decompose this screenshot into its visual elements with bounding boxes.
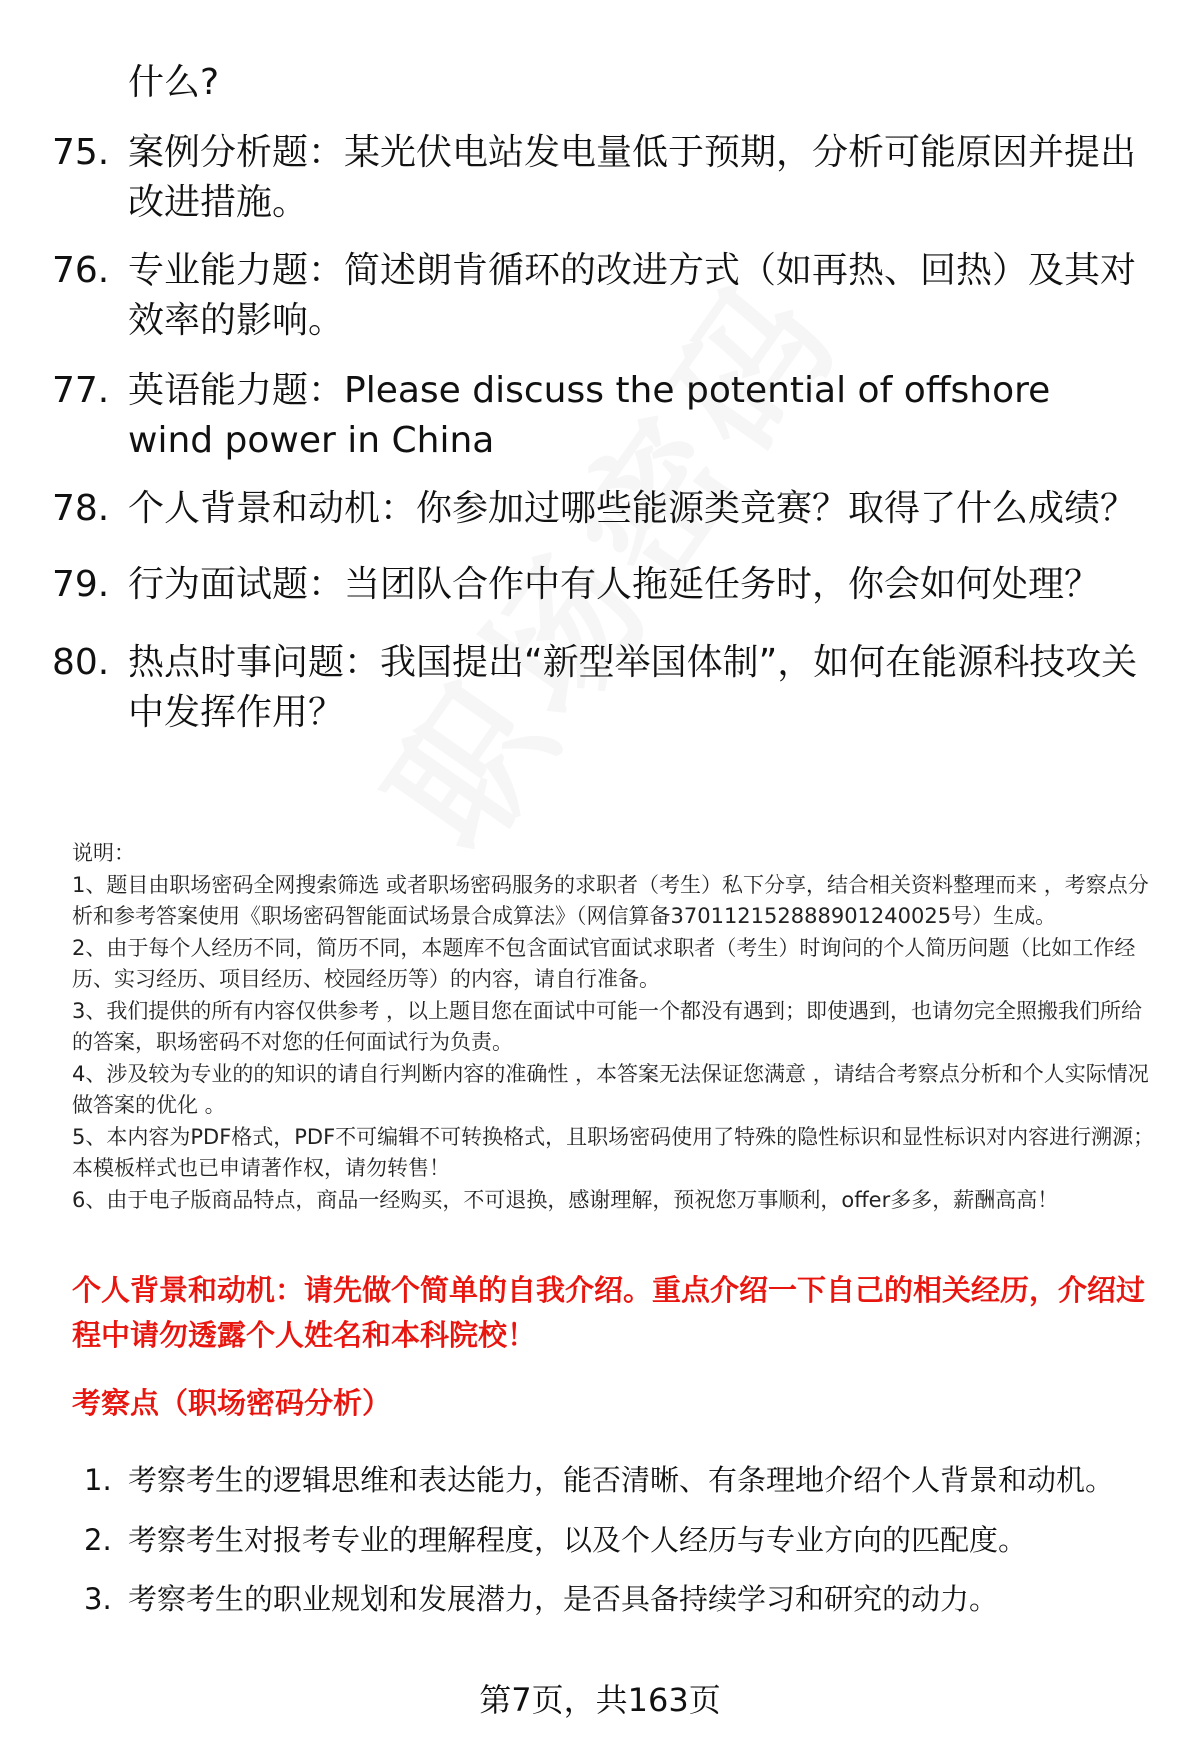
point-number: 1. [84,1463,112,1497]
point-text: 考察考生的逻辑思维和表达能力，能否清晰、有条理地介绍个人背景和动机。 [128,1463,1115,1497]
note-item: 1、题目由职场密码全网搜索筛选 或者职场密码服务的求职者（考生）私下分享，结合相关资料整理而来 ，考察点分析和参考答案使用《职场密码智能面试场景合成算法》（网信算备370112152888901240025号）生成。 [72,872,1149,928]
question-text: 行为面试题：当团队合作中有人拖延任务时，你会如何处理？ [128,564,1101,605]
question-number: 79. [52,564,110,605]
question-item [52,246,1142,346]
note-item: 5、本内容为PDF格式，PDF不可编辑不可转换格式，且职场密码使用了特殊的隐性标识和显性标识对内容进行溯源；本模板样式也已申请著作权，请勿转售！ [72,1124,1155,1180]
analysis-point [84,1460,1144,1500]
question-number: 77. [52,370,110,411]
question-number: 76. [52,250,110,291]
question-item [52,366,1142,466]
note-item: 6、由于电子版商品特点，商品一经购买，不可退换，感谢理解，预祝您万事顺利，offer多多，薪酬高高！ [72,1187,1059,1212]
question-text: 专业能力题：简述朗肯循环的改进方式（如再热、回热）及其对效率的影响。 [128,250,1137,341]
note-item: 4、涉及较为专业的的知识的请自行判断内容的准确性 ，本答案无法保证您满意 ，请结合考察点分析和个人实际情况做答案的优化 。 [72,1061,1149,1117]
point-text: 考察考生的职业规划和发展潜力，是否具备持续学习和研究的动力。 [128,1582,999,1616]
page-footer: 第7页，共163页 [479,1681,721,1719]
note-item: 3、我们提供的所有内容仅供参考 ，以上题目您在面试中可能一个都没有遇到；即使遇到，也请勿完全照搬我们所给的答案，职场密码不对您的任何面试行为负责。 [72,998,1143,1054]
point-number: 3. [84,1582,112,1616]
featured-question: 个人背景和动机：请先做个简单的自我介绍。重点介绍一下自己的相关经历，介绍过程中请勿透露个人姓名和本科院校！ [72,1273,1146,1352]
question-number: 80. [52,642,110,683]
question-item [52,128,1142,228]
analysis-point [84,1579,1144,1619]
question-continuation: 什么? [128,62,220,103]
question-text: 英语能力题：Please discuss the potential of offshore wind power in China [128,370,1051,461]
analysis-point [84,1520,1144,1560]
question-number: 75. [52,132,110,173]
question-item [52,484,1142,534]
notes-heading: 说明： [72,841,135,865]
analysis-title: 考察点（职场密码分析） [72,1386,392,1420]
notes-section [72,838,1157,1216]
question-text: 热点时事问题：我国提出“新型举国体制”，如何在能源科技攻关中发挥作用？ [128,642,1138,733]
question-item [52,560,1142,610]
question-number: 78. [52,488,110,529]
point-text: 考察考生对报考专业的理解程度，以及个人经历与专业方向的匹配度。 [128,1523,1028,1557]
point-number: 2. [84,1523,112,1557]
question-text: 案例分析题：某光伏电站发电量低于预期，分析可能原因并提出改进措施。 [128,132,1137,223]
question-item [52,638,1142,738]
question-text: 个人背景和动机：你参加过哪些能源类竞赛？取得了什么成绩？ [128,488,1137,529]
note-item: 2、由于每个人经历不同，简历不同，本题库不包含面试官面试求职者（考生）时询问的个人简历问题（比如工作经历、实习经历、项目经历、校园经历等）的内容，请自行准备。 [72,935,1136,991]
